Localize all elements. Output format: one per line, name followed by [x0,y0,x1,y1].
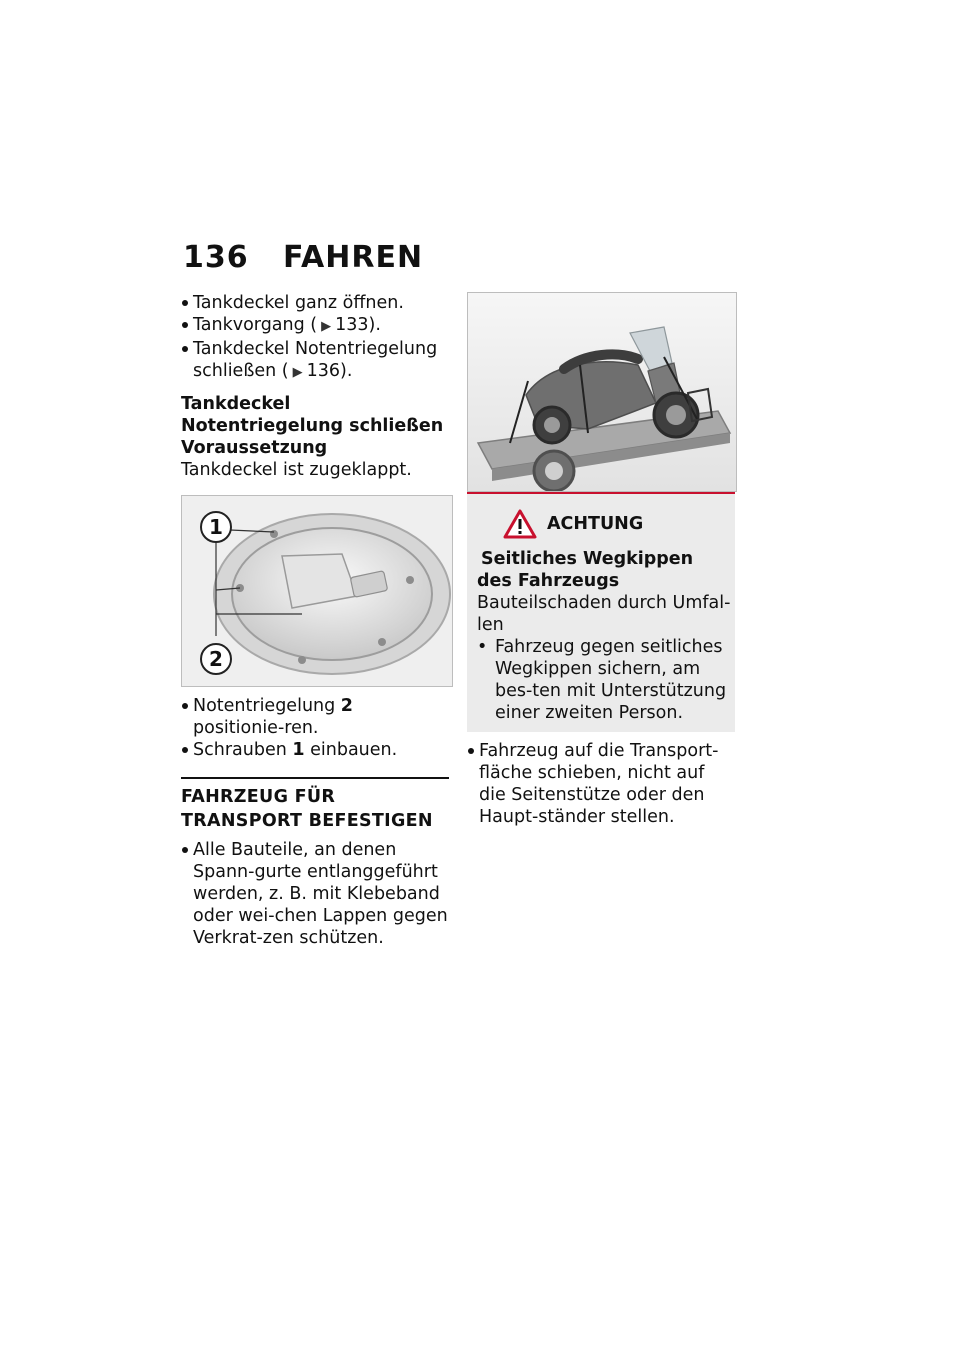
screw-mark [298,656,306,664]
warning-triangle-icon [503,509,537,539]
page-ref-icon: ▶ [321,319,332,334]
scooter-on-trailer-illustration [468,293,736,491]
warning-box [467,492,735,732]
chapter-title: FAHREN [283,240,424,275]
warning-subject: Seitliches Wegkippen des Fahrzeugs [477,549,694,591]
page-ref-link[interactable]: 133 [335,315,369,335]
step-position-release: Notentriegelung 2 positionie-ren. [181,695,449,739]
page-number: 136 [183,240,249,275]
step-open-tank-cap: Tankdeckel ganz öffnen. [181,292,449,314]
step-protect-parts: Alle Bauteile, an denen Spann-gurte entlanggeführt werden, z. B. mit Klebeband oder wei-chen Lappen gegen Verkrat-zen schützen. [181,839,449,949]
screw-mark [378,638,386,646]
callout-1: 1 [209,515,223,539]
screw-mark [406,576,414,584]
page-header [183,240,683,280]
page-ref-link[interactable]: 136 [306,361,340,381]
left-column [181,292,449,949]
tank-cap-figure [181,495,453,687]
close-release-heading: Tankdeckel Notentriegelung schließen [181,394,444,436]
warning-header [477,502,731,546]
prerequisite-label: Voraussetzung [181,438,328,458]
prerequisite-text: Tankdeckel ist zugeklappt. [181,460,412,480]
warning-action: • Fahrzeug gegen seitliches Wegkippen sichern, am bes-ten mit Unterstützung einer zweiten Person. [477,636,731,724]
step-close-release: Tankdeckel Notentriegelung schließen ( ▶ 136). [181,338,449,384]
warning-label: ACHTUNG [547,514,644,534]
right-column [467,292,735,828]
callout-2: 2 [209,647,223,671]
warning-consequence: Bauteilschaden durch Umfal-len [477,593,731,635]
tank-cap-illustration [182,496,452,686]
step-push-vehicle: Fahrzeug auf die Transport-fläche schieben, nicht auf die Seitenstütze oder den Haupt-ständer stellen. [467,740,735,828]
step-refuel: Tankvorgang ( ▶ 133). [181,314,449,338]
section-title-transport: FAHRZEUG FÜR TRANSPORT BEFESTIGEN [181,777,449,833]
transport-figure [467,292,737,492]
page-ref-icon: ▶ [292,365,303,380]
screw-mark [270,530,278,538]
step-install-screws: Schrauben 1 einbauen. [181,739,449,761]
